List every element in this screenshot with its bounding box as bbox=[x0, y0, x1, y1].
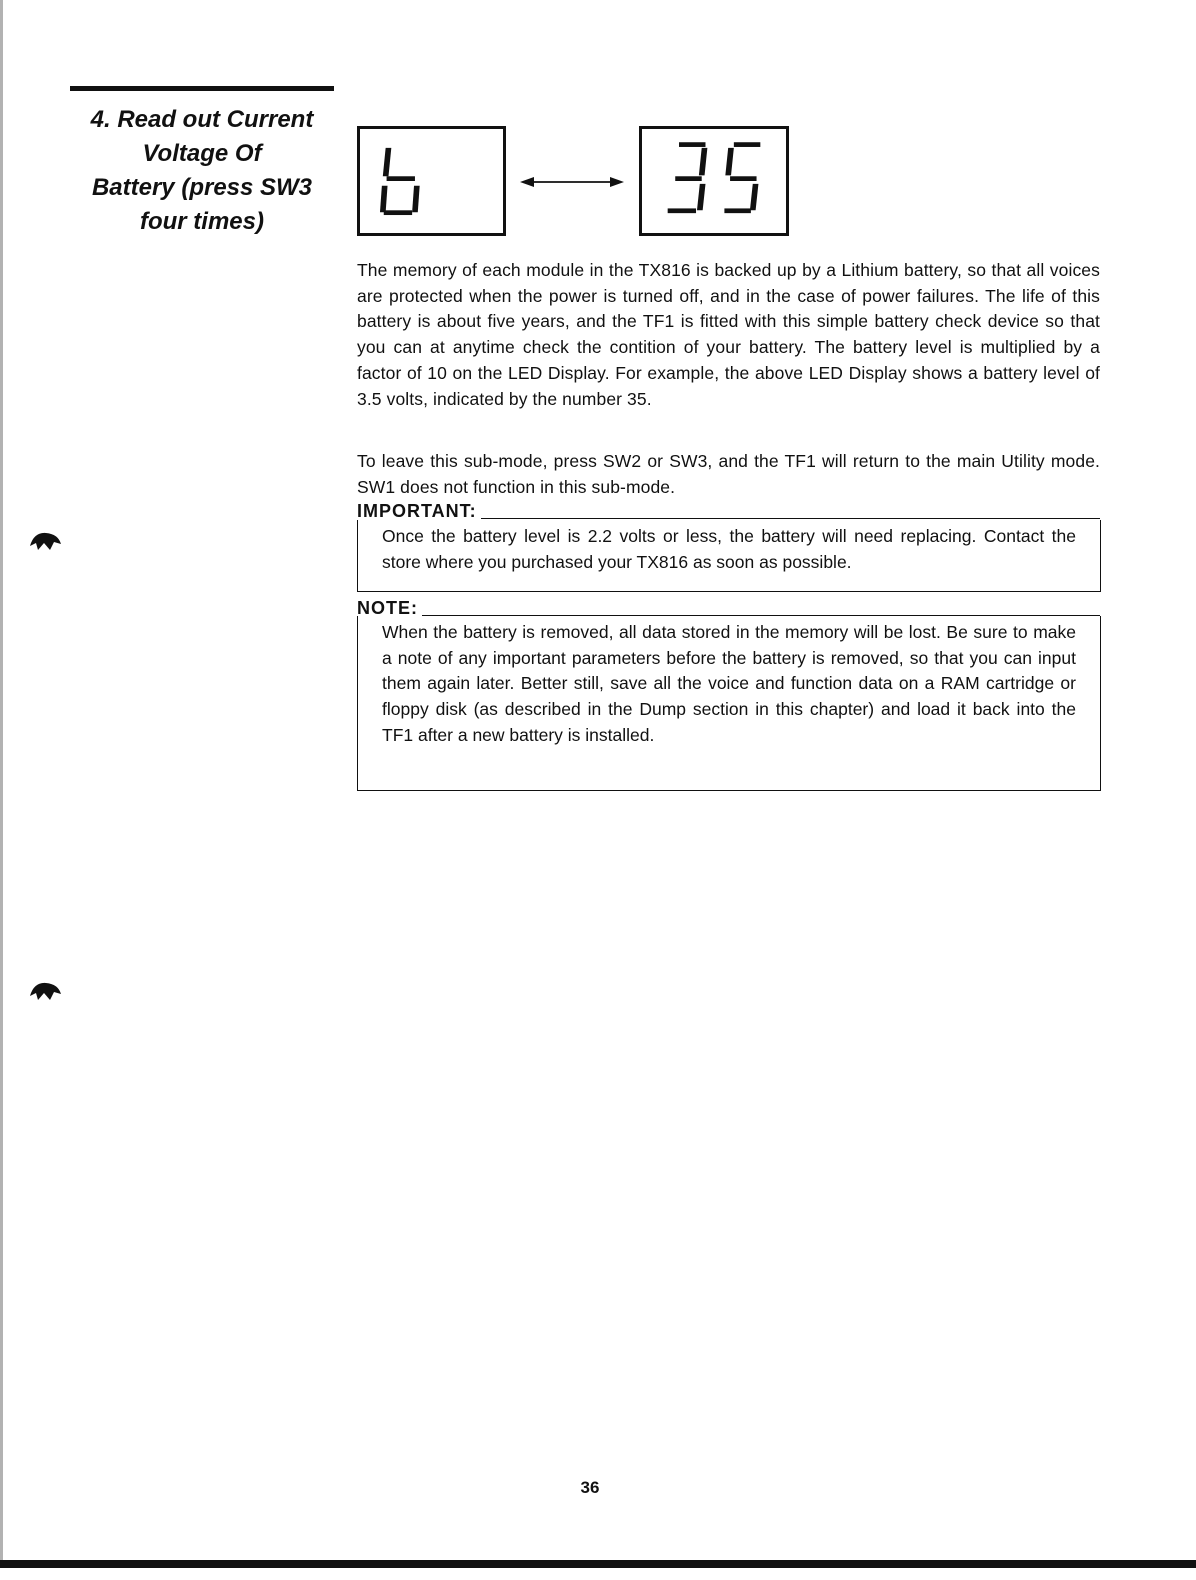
binder-hole-mark bbox=[28, 980, 62, 1002]
heading-line: Battery (press SW3 bbox=[91, 174, 313, 201]
important-box bbox=[357, 520, 1101, 592]
seven-segment-b bbox=[360, 129, 503, 233]
led-display-left bbox=[357, 126, 506, 236]
scan-margin-line bbox=[0, 0, 3, 1560]
important-rule bbox=[481, 518, 1100, 519]
heading-line: 4. Read out Current bbox=[90, 106, 314, 133]
note-label: NOTE: bbox=[357, 598, 418, 618]
heading-line: four times) bbox=[139, 208, 264, 235]
heading-rule bbox=[70, 86, 334, 91]
toggle-arrow bbox=[512, 170, 632, 194]
led-display-right bbox=[639, 126, 789, 236]
seven-segment-35 bbox=[642, 129, 786, 233]
important-text: Once the battery level is 2.2 volts or less, the battery will need replacing. Contact the store where you purchased your TX816 as soon as possible. bbox=[382, 526, 1076, 572]
bottom-bar bbox=[0, 1560, 1196, 1568]
note-box bbox=[357, 616, 1101, 791]
battery-description: The memory of each module in the TX816 is backed up by a Lithium battery, so that all voices are protected when the power is turned off, and in the case of power failures. The life of this battery is about five years, and the TF1 is fitted with this simple battery check device so that you can at anytime check the contition of your battery. The battery level is multiplied by a factor of 10 on the LED Display. For example, the above LED Display shows a battery level of 3.5 volts, indicated by the number 35. bbox=[357, 260, 1100, 409]
important-label: IMPORTANT: bbox=[357, 501, 477, 521]
binder-hole-mark bbox=[28, 530, 62, 552]
heading-line: Voltage Of bbox=[142, 140, 262, 167]
page-number: 36 bbox=[580, 1478, 600, 1497]
exit-instructions: To leave this sub-mode, press SW2 or SW3, and the TF1 will return to the main Utility mode. SW1 does not function in this sub-mode. bbox=[357, 451, 1100, 497]
section-heading bbox=[70, 103, 334, 239]
note-text: When the battery is removed, all data stored in the memory will be lost. Be sure to make a note of any important parameters before the battery is removed, so that you can input them again later. Better still, save all the voice and function data on a RAM cartridge or floppy disk (as described in the Dump section in this chapter) and load it back into the TF1 after a new battery is installed. bbox=[382, 622, 1076, 745]
important-heading bbox=[357, 501, 1100, 522]
